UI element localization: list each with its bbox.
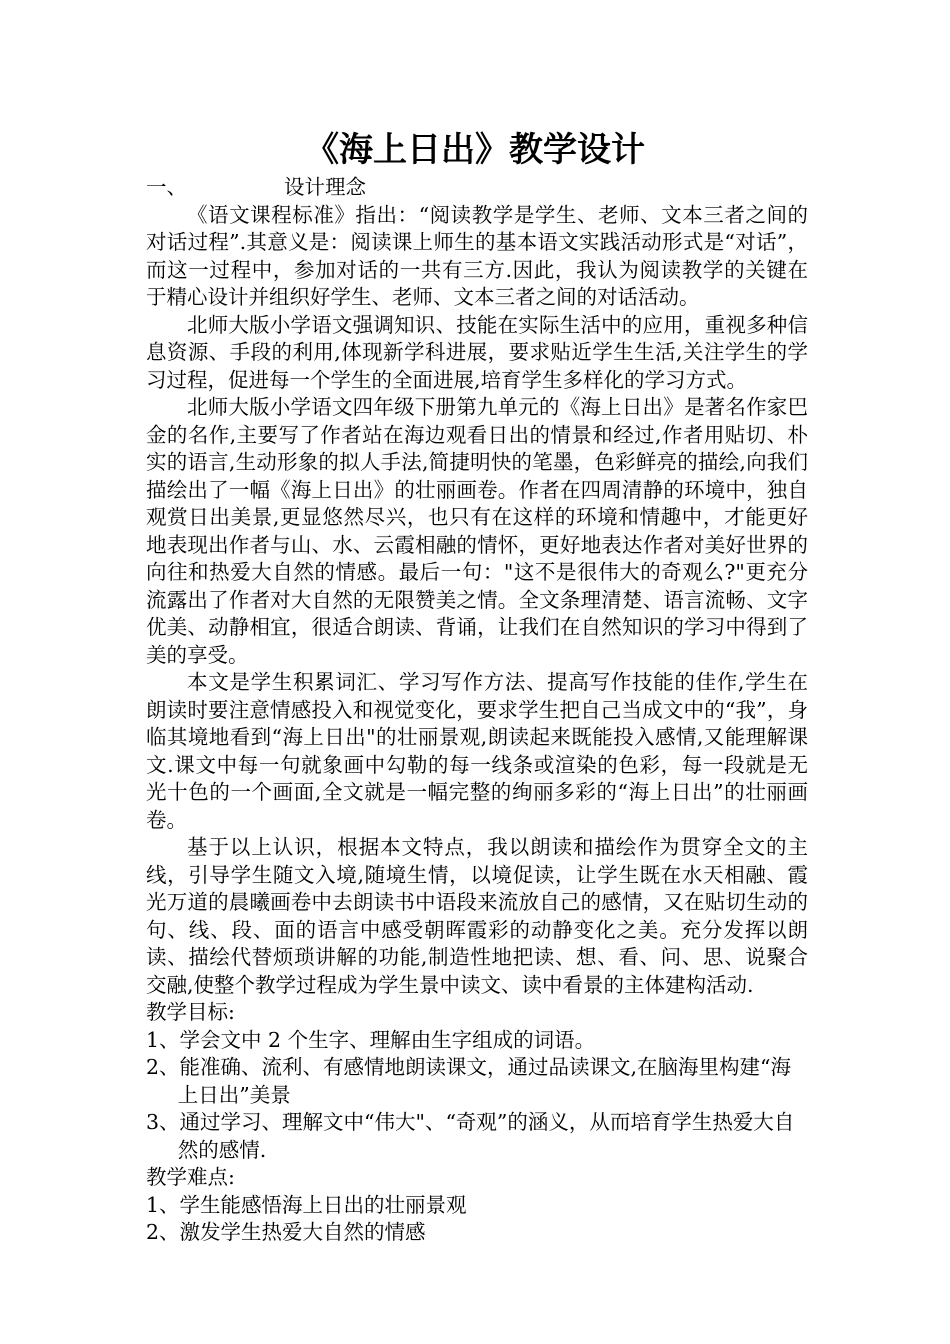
goal-item-3: 3、通过学习、理解文中“伟大"、“奇观”的涵义，从而培育学生热爱大自然的感情. — [146, 1110, 795, 1162]
paragraph-3: 北师大版小学语文四年级下册第九单元的《海上日出》是著名作家巴金的名作,主要写了作者站在海边观看日出的情景和经过,作者用贴切、朴实的语言,生动形象的拟人手法,简捷明快的笔墨，色彩鲜亮的描绘,向我们描绘出了一幅《海上日出》的壮丽画卷。作者在四周清静的环境中，独自观赏日出美景,更显悠然尽兴，也只有在这样的环境和情趣中，才能更好地表现出作者与山、水、云霞相融的情怀，更好地表达作者对美好世界的向往和热爱大自然的情感。最后一句："这不是很伟大的奇观么?"更充分流露出了作者对大自然的无限赞美之情。全文条理清楚、语言流畅、文字优美、动静相宜，很适合朗读、背诵，让我们在自然知识的学习中得到了美的享受。 — [146, 395, 808, 667]
section-number: 一、 — [146, 175, 187, 199]
difficulty-item-1: 1、学生能感悟海上日出的壮丽景观 — [146, 1192, 467, 1217]
paragraph-5: 基于以上认识，根据本文特点，我以朗读和描绘作为贯穿全文的主线，引导学生随文入境,随境生情，以境促读，让学生既在水天相融、霞光万道的晨曦画卷中去朗读书中语段来流放自己的感情，又在贴切生动的句、线、段、面的语言中感受朝晖霞彩的动静变化之美。充分发挥以朗读、描绘代替烦琐讲解的功能,制造性地把读、想、看、问、思、说聚合交融,使整个教学过程成为学生景中读文、读中看景的主体建构活动. — [146, 835, 808, 997]
goal-item-1: 1、学会文中 2 个生字、理解由生字组成的词语。 — [146, 1027, 596, 1052]
difficulty-item-2: 2、激发学生热爱大自然的情感 — [146, 1220, 426, 1244]
document-title: 《海上日出》教学设计 — [305, 130, 645, 170]
paragraph-2: 北师大版小学语文强调知识、技能在实际生活中的应用，重视多种信息资源、手段的利用,体现新学科进展，要求贴近学生生活,关注学生的学习过程，促进每一个学生的全面进展,培育学生多样化的学习方式。 — [146, 312, 808, 392]
section-title: 设计理念 — [284, 175, 366, 199]
difficulties-label: 教学难点: — [146, 1165, 235, 1189]
goal-item-2: 2、能准确、流利、有感情地朗读课文，通过品读课文,在脑海里构建“海上日出”美景 — [146, 1055, 792, 1107]
document-body — [146, 174, 808, 1247]
paragraph-1: 《语文课程标准》指出：“阅读教学是学生、老师、文本三者之间的对话过程”.其意义是：阅读课上师生的基本语文实践活动形式是“对话”，而这一过程中，参加对话的一共有三方.因此，我认为阅读教学的关键在于精心设计并组织好学生、老师、文本三者之间的对话活动。 — [146, 202, 808, 309]
paragraph-4: 本文是学生积累词汇、学习写作方法、提高写作技能的佳作,学生在朗读时要注意情感投入和视觉变化，要求学生把自己当成文中的“我”，身临其境地看到“海上日出"的壮丽景观,朗读起来既能投入感情,又能理解课文.课文中每一句就象画中勾勒的每一线条或渲染的色彩，每一段就是无光十色的一个画面,全文就是一幅完整的绚丽多彩的“海上日出”的壮丽画卷。 — [146, 670, 808, 832]
goals-label: 教学目标: — [146, 1000, 235, 1024]
section-heading — [146, 174, 808, 202]
